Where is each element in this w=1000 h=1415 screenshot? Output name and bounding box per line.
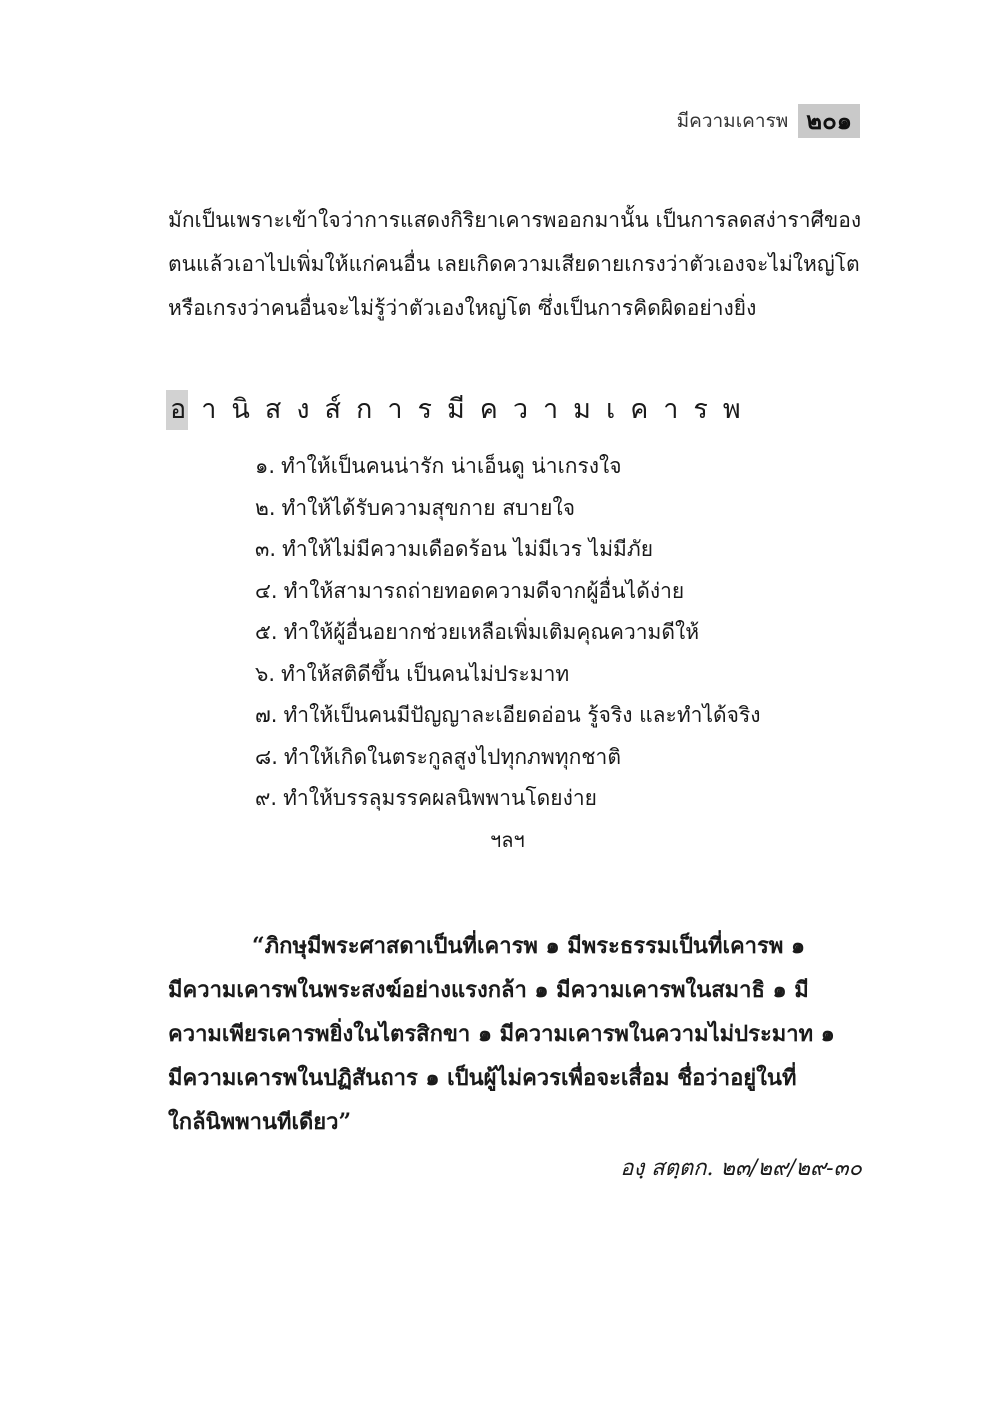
item-text: ทำให้ได้รับความสุขกาย สบายใจ xyxy=(281,495,576,520)
list-item xyxy=(255,446,761,488)
item-number: ๔. xyxy=(255,578,278,603)
item-text: ทำให้ไม่มีความเดือดร้อน ไม่มีเวร ไม่มีภัย xyxy=(282,537,654,561)
list-item xyxy=(255,654,761,696)
list-item xyxy=(255,612,761,654)
item-text: ทำให้เป็นคนน่ารัก น่าเอ็นดู น่าเกรงใจ xyxy=(281,454,622,478)
list-item xyxy=(255,571,761,613)
quote-line: มีความเคารพในพระสงฆ์อย่างแรงกล้า ๑ มีความเคารพในสมาธิ ๑ มี xyxy=(168,977,809,1003)
section-heading-text: อานิสงส์การมีความเคารพ xyxy=(170,394,756,425)
item-text: ทำให้สามารถถ่ายทอดความดีจากผู้อื่นได้ง่าย xyxy=(283,578,685,603)
item-number: ๓. xyxy=(255,537,277,561)
intro-line: มักเป็นเพราะเข้าใจว่าการแสดงกิริยาเคารพออกมานั้น เป็นการลดสง่าราศีของ xyxy=(168,208,862,232)
item-number: ๑. xyxy=(255,454,276,478)
benefits-list xyxy=(255,446,761,820)
item-text: ทำให้เป็นคนมีปัญญาละเอียดอ่อน รู้จริง และทำได้จริง xyxy=(283,703,761,727)
intro-line: ตนแล้วเอาไปเพิ่มให้แก่คนอื่น เลยเกิดความเสียดายเกรงว่าตัวเองจะไม่ใหญ่โต xyxy=(168,252,860,276)
list-item xyxy=(255,488,761,530)
scripture-quote xyxy=(168,924,862,1144)
item-number: ๘. xyxy=(255,744,278,769)
item-number: ๒. xyxy=(255,495,276,520)
intro-paragraph xyxy=(168,198,868,330)
list-item xyxy=(255,778,761,820)
list-item xyxy=(255,529,761,571)
list-item xyxy=(255,695,761,737)
item-number: ๖. xyxy=(255,661,276,686)
item-number: ๗. xyxy=(255,703,278,727)
quote-line: “ภิกษุมีพระศาสดาเป็นที่เคารพ ๑ มีพระธรรมเป็นที่เคารพ ๑ xyxy=(252,933,805,959)
quote-line: ใกล้นิพพานทีเดียว” xyxy=(168,1109,352,1135)
item-number: ๙. xyxy=(255,786,278,810)
section-heading xyxy=(166,388,756,432)
item-text: ทำให้เกิดในตระกูลสูงไปทุกภพทุกชาติ xyxy=(283,744,621,769)
quote-line: ความเพียรเคารพยิ่งในไตรสิกขา ๑ มีความเคารพในความไม่ประมาท ๑ xyxy=(168,1021,835,1047)
item-text: ทำให้บรรลุมรรคผลนิพพานโดยง่าย xyxy=(283,786,597,810)
running-title: มีความเคารพ xyxy=(676,110,789,132)
item-text: ทำให้ผู้อื่นอยากช่วยเหลือเพิ่มเติมคุณความดีให้ xyxy=(283,620,700,644)
quote-line: มีความเคารพในปฏิสันถาร ๑ เป็นผู้ไม่ควรเพื่อจะเสื่อม ชื่อว่าอยู่ในที่ xyxy=(168,1065,797,1091)
ellipsis-mark: ฯลฯ xyxy=(490,828,525,852)
page-header xyxy=(677,104,860,138)
intro-line: หรือเกรงว่าคนอื่นจะไม่รู้ว่าตัวเองใหญ่โต ซึ่งเป็นการคิดผิดอย่างยิ่ง xyxy=(168,296,757,320)
list-item xyxy=(255,737,761,779)
page-number: ๒๐๑ xyxy=(798,104,860,138)
item-text: ทำให้สติดีขึ้น เป็นคนไม่ประมาท xyxy=(281,661,570,686)
citation: องฺ สตฺตก. ๒๓/๒๙/๒๙-๓๐ xyxy=(620,1156,862,1181)
item-number: ๕. xyxy=(255,620,278,644)
